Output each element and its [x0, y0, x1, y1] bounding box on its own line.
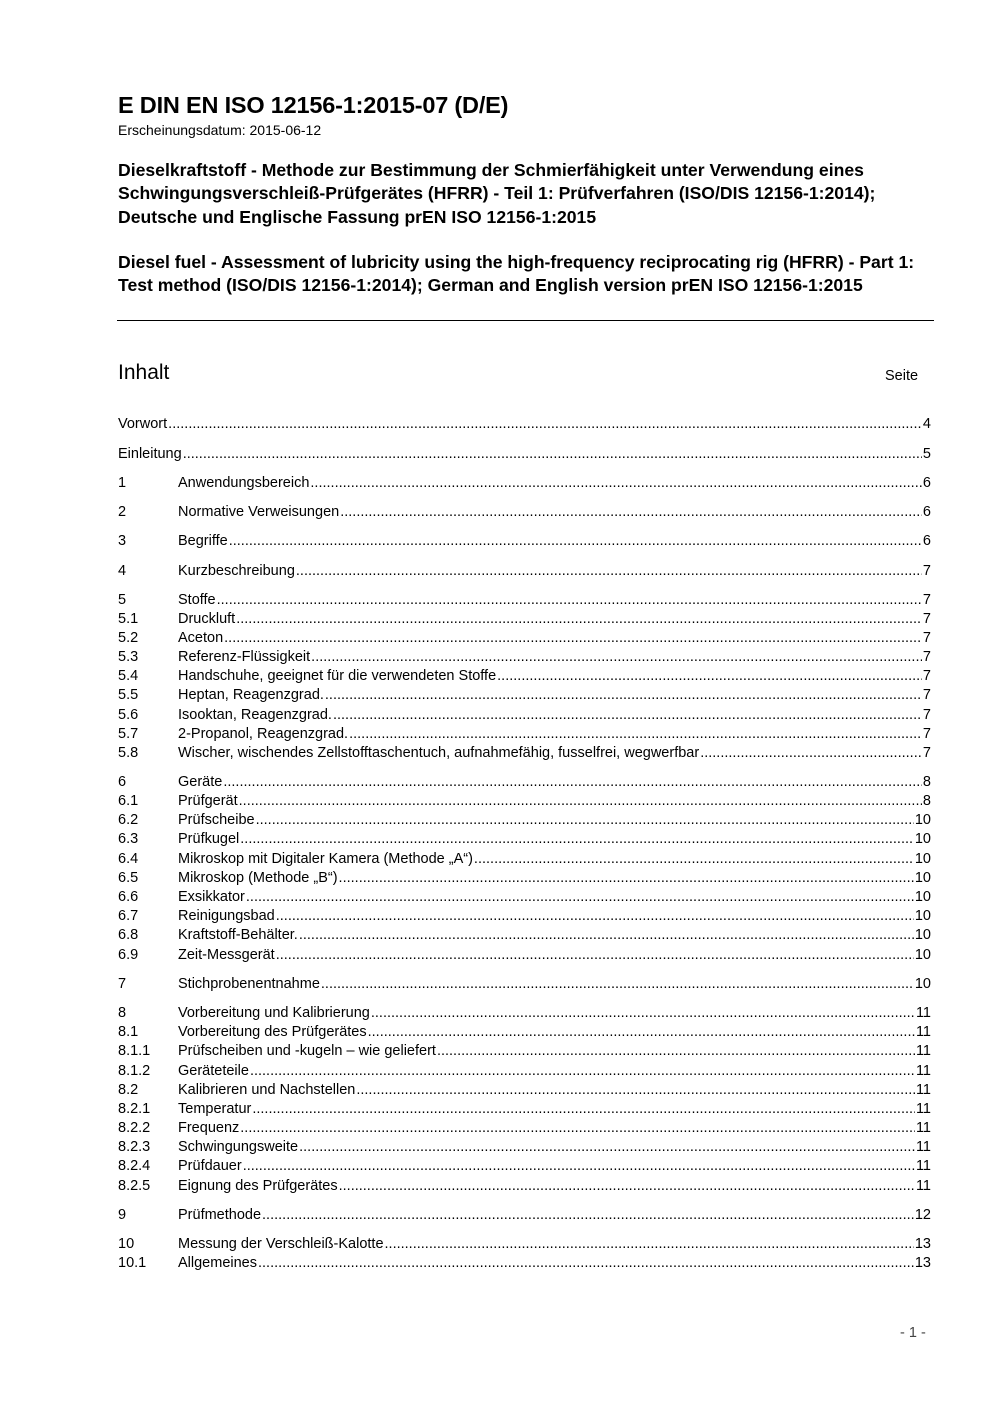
toc-entry[interactable]	[118, 946, 931, 965]
toc-entry-leader	[258, 1254, 914, 1273]
toc-entry-title: Prüfgerät	[178, 793, 238, 809]
toc-entry-title: Zeit-Messgerät	[178, 947, 275, 963]
toc-entry-page: 10	[914, 889, 931, 905]
toc-entry-number: 8.2.5	[118, 1178, 151, 1194]
toc-entry-title: Begriffe	[178, 533, 228, 549]
toc-entry-title: Einleitung	[118, 446, 182, 462]
toc-entry-page: 10	[914, 976, 931, 992]
toc-entry[interactable]	[118, 1206, 931, 1225]
toc-entry-number: 5.1	[118, 611, 139, 627]
toc-entry-page: 11	[915, 1024, 931, 1040]
toc-entry[interactable]	[118, 1254, 931, 1273]
toc-entry[interactable]	[118, 869, 931, 888]
toc-entry[interactable]	[118, 773, 931, 792]
toc-entry[interactable]	[118, 503, 931, 522]
toc-entry-leader	[310, 474, 922, 493]
toc-entry-title: Prüfscheiben und -kugeln – wie geliefert	[178, 1043, 436, 1059]
toc-entry-title: Geräte	[178, 774, 223, 790]
toc-entry[interactable]	[118, 1062, 931, 1081]
toc-entry-title: Normative Verweisungen	[178, 504, 340, 520]
toc-entry[interactable]	[118, 415, 931, 434]
toc-entry-page: 7	[922, 745, 931, 761]
toc-entry-title: Referenz-Flüssigkeit	[178, 649, 311, 665]
toc-entry-page: 11	[915, 1158, 931, 1174]
toc-entry-leader	[224, 629, 922, 648]
toc-entry-leader	[340, 503, 922, 522]
toc-entry-number: 8.2	[118, 1082, 139, 1098]
toc-entry[interactable]	[118, 907, 931, 926]
toc-entry[interactable]	[118, 532, 931, 551]
toc-entry-page: 6	[922, 504, 931, 520]
toc-entry-title: Prüfmethode	[178, 1207, 262, 1223]
toc-entry-number: 5.4	[118, 668, 139, 684]
toc-entry-title: Druckluft	[178, 611, 236, 627]
toc-entry-page: 11	[915, 1005, 931, 1021]
toc-entry-leader	[223, 773, 922, 792]
toc-entry-number: 6.1	[118, 793, 139, 809]
toc-entry-page: 6	[922, 533, 931, 549]
toc-entry-leader	[339, 1177, 915, 1196]
toc-entry-leader	[474, 850, 914, 869]
toc-entry-page: 10	[914, 851, 931, 867]
toc-entry-number: 6.6	[118, 889, 139, 905]
toc-entry-leader	[183, 445, 922, 464]
toc-entry-leader	[296, 562, 922, 581]
title-german: Dieselkraftstoff - Methode zur Bestimmung der Schmierfähigkeit unter Verwendung eines Schwingungsverschleiß-Prüfgerätes (HFRR) - Teil 1: Prüfverfahren (ISO/DIS 12156-1:2014); Deutsche und Englische Fassung prEN ISO 12156-1:2015	[118, 160, 876, 227]
toc-entry[interactable]	[118, 686, 931, 705]
toc-entry[interactable]	[118, 792, 931, 811]
toc-entry-leader	[262, 1206, 914, 1225]
toc-entry-page: 10	[914, 908, 931, 924]
toc-entry-leader	[240, 830, 914, 849]
toc-entry-leader	[243, 1157, 915, 1176]
toc-entry-title: Reinigungsbad	[178, 908, 275, 924]
toc-entry-number: 5.3	[118, 649, 139, 665]
toc-entry-title: Geräteteile	[178, 1063, 249, 1079]
toc-entry[interactable]	[118, 926, 931, 945]
toc-entry-number: 5.8	[118, 745, 139, 761]
toc-entry-page: 10	[914, 870, 931, 886]
header-divider	[117, 320, 934, 321]
toc-entry-title: Stoffe	[178, 592, 216, 608]
toc-entry-number: 8.2.1	[118, 1101, 151, 1117]
toc-entry-page: 4	[922, 416, 931, 432]
document-id: E DIN EN ISO 12156-1:2015-07 (D/E)	[118, 92, 509, 118]
toc-entry-title: Vorbereitung und Kalibrierung	[178, 1005, 370, 1021]
page-number: - 1 -	[900, 1325, 926, 1341]
toc-entry[interactable]	[118, 1119, 931, 1138]
toc-entry-title: Exsikkator	[178, 889, 245, 905]
toc-entry[interactable]	[118, 1042, 931, 1061]
toc-entry-leader	[339, 869, 914, 888]
toc-entry-number: 8.1.2	[118, 1063, 151, 1079]
toc-entry[interactable]	[118, 1081, 931, 1100]
toc-entry-leader	[217, 591, 922, 610]
toc-entry-title: Allgemeines	[178, 1255, 257, 1271]
toc-entry[interactable]	[118, 744, 931, 763]
toc-entry-title: Prüfscheibe	[178, 812, 255, 828]
toc-entry[interactable]	[118, 888, 931, 907]
toc-entry-number: 5	[118, 592, 127, 608]
toc-entry-leader	[299, 1138, 915, 1157]
toc-entry[interactable]	[118, 1100, 931, 1119]
toc-entry-page: 12	[914, 1207, 931, 1223]
toc-entry-number: 5.6	[118, 707, 139, 723]
toc-entry-number: 1	[118, 475, 127, 491]
toc-entry-page: 7	[922, 649, 931, 665]
toc-entry-page: 11	[915, 1139, 931, 1155]
toc-entry-page: 11	[915, 1101, 931, 1117]
toc-entry-page: 7	[922, 726, 931, 742]
toc-entry[interactable]	[118, 562, 931, 581]
toc-entry-title: Mikroskop (Methode „B“)	[178, 870, 338, 886]
toc-entry-title: Heptan, Reagenzgrad.	[178, 687, 324, 703]
toc-entry[interactable]	[118, 725, 931, 744]
toc-entry-page: 13	[914, 1236, 931, 1252]
toc-entry[interactable]	[118, 445, 931, 464]
toc-entry-number: 5.7	[118, 726, 139, 742]
toc-entry[interactable]	[118, 610, 931, 629]
toc-entry-number: 6.9	[118, 947, 139, 963]
toc-entry-title: Aceton	[178, 630, 224, 646]
toc-entry-number: 6.2	[118, 812, 139, 828]
toc-entry[interactable]	[118, 1023, 931, 1042]
toc-entry-leader	[256, 811, 914, 830]
toc-entry-leader	[497, 667, 922, 686]
toc-entry-page: 8	[922, 774, 931, 790]
toc-entry-title: Kurzbeschreibung	[178, 563, 295, 579]
toc-entry-title: Isooktan, Reagenzgrad.	[178, 707, 332, 723]
toc-entry-leader	[368, 1023, 915, 1042]
toc-entry-page: 10	[914, 812, 931, 828]
toc-entry-number: 5.5	[118, 687, 139, 703]
toc-entry-title: Anwendungsbereich	[178, 475, 310, 491]
toc-entry-page: 11	[915, 1178, 931, 1194]
toc-entry[interactable]	[118, 830, 931, 849]
toc-entry-leader	[229, 532, 922, 551]
toc-entry-page: 11	[915, 1063, 931, 1079]
toc-entry-title: Eignung des Prüfgerätes	[178, 1178, 338, 1194]
toc-entry-page: 7	[922, 630, 931, 646]
toc-entry-page: 11	[915, 1043, 931, 1059]
toc-entry[interactable]	[118, 1138, 931, 1157]
toc-entry-leader	[356, 1081, 915, 1100]
toc-entry-number: 6.5	[118, 870, 139, 886]
toc-entry-leader	[250, 1062, 915, 1081]
toc-entry-page: 13	[914, 1255, 931, 1271]
toc-entry-leader	[239, 792, 922, 811]
toc-entry-page: 11	[915, 1120, 931, 1136]
toc-entry-page: 10	[914, 927, 931, 943]
toc-entry-number: 9	[118, 1207, 127, 1223]
toc-entry-title: Kalibrieren und Nachstellen	[178, 1082, 356, 1098]
toc-entry-page: 7	[922, 668, 931, 684]
toc-entry-title: Prüfdauer	[178, 1158, 242, 1174]
toc-entry-page: 6	[922, 475, 931, 491]
toc-entry-page: 5	[922, 446, 931, 462]
toc-entry-title: Vorwort	[118, 416, 168, 432]
toc-heading: Inhalt	[118, 361, 170, 384]
toc-entry-number: 8.2.4	[118, 1158, 151, 1174]
toc-entry-number: 8.2.2	[118, 1120, 151, 1136]
toc-entry-title: Messung der Verschleiß-Kalotte	[178, 1236, 384, 1252]
toc-entry-page: 7	[922, 592, 931, 608]
toc-entry-number: 10.1	[118, 1255, 147, 1271]
toc-entry-leader	[349, 725, 922, 744]
toc-entry-number: 6.3	[118, 831, 139, 847]
toc-entry-number: 6	[118, 774, 127, 790]
toc-entry-page: 7	[922, 611, 931, 627]
toc-entry[interactable]	[118, 1004, 931, 1023]
toc-entry-title: Wischer, wischendes Zellstofftaschentuch, aufnahmefähig, fusselfrei, wegwerfbar	[178, 745, 700, 761]
toc-entry-title: Kraftstoff-Behälter.	[178, 927, 298, 943]
toc-entry-page: 11	[915, 1082, 931, 1098]
toc-entry-leader	[371, 1004, 915, 1023]
toc-entry-leader	[333, 706, 922, 725]
toc-entry-leader	[236, 610, 922, 629]
toc-entry[interactable]	[118, 1177, 931, 1196]
toc-entry-number: 8.1	[118, 1024, 139, 1040]
toc-entry-title: 2-Propanol, Reagenzgrad.	[178, 726, 349, 742]
toc-entry-number: 6.4	[118, 851, 139, 867]
toc-entry-number: 2	[118, 504, 127, 520]
toc-entry-number: 6.8	[118, 927, 139, 943]
toc-entry[interactable]	[118, 850, 931, 869]
toc-entry-title: Stichprobenentnahme	[178, 976, 320, 992]
toc-entry-leader	[240, 1119, 915, 1138]
title-english: Diesel fuel - Assessment of lubricity using the high-frequency reciprocating rig (HFRR) - Part 1: Test method (ISO/DIS 12156-1:2014); German and English version prEN ISO 12156-1:2015	[118, 252, 915, 296]
toc-page-label: Seite	[885, 368, 919, 384]
toc-entry-page: 10	[914, 831, 931, 847]
toc-entry-leader	[700, 744, 922, 763]
toc-entry-leader	[168, 415, 922, 434]
toc-entry-leader	[311, 648, 922, 667]
toc-entry[interactable]	[118, 591, 931, 610]
toc-entry[interactable]	[118, 706, 931, 725]
toc-entry-title: Prüfkugel	[178, 831, 240, 847]
toc-entry-page: 10	[914, 947, 931, 963]
toc-entry[interactable]	[118, 975, 931, 994]
toc-entry-number: 7	[118, 976, 127, 992]
toc-entry[interactable]	[118, 474, 931, 493]
toc-entry[interactable]	[118, 1157, 931, 1176]
toc-entry-leader	[276, 946, 914, 965]
toc-entry-title: Frequenz	[178, 1120, 240, 1136]
toc-entry-number: 10	[118, 1236, 135, 1252]
toc-entry-title: Schwingungsweite	[178, 1139, 299, 1155]
toc-entry-leader	[437, 1042, 915, 1061]
toc-entry-number: 8.2.3	[118, 1139, 151, 1155]
toc-entry-title: Handschuhe, geeignet für die verwendeten Stoffe	[178, 668, 497, 684]
toc-entry-title: Mikroskop mit Digitaler Kamera (Methode „A“)	[178, 851, 473, 867]
toc-entry-number: 5.2	[118, 630, 139, 646]
toc-entry-leader	[321, 975, 914, 994]
toc-entry-number: 6.7	[118, 908, 139, 924]
toc-entry-page: 7	[922, 707, 931, 723]
toc-entry-leader	[299, 926, 914, 945]
publication-date: Erscheinungsdatum: 2015-06-12	[118, 122, 322, 138]
toc-entry-page: 8	[922, 793, 931, 809]
toc-entry-number: 4	[118, 563, 127, 579]
toc-entry-number: 8.1.1	[118, 1043, 151, 1059]
toc-entry[interactable]	[118, 667, 931, 686]
toc-entry-leader	[276, 907, 914, 926]
toc-entry-leader	[325, 686, 922, 705]
toc-entry-leader	[385, 1235, 914, 1254]
toc-entry-number: 3	[118, 533, 127, 549]
toc-entry[interactable]	[118, 811, 931, 830]
toc-entry[interactable]	[118, 648, 931, 667]
toc-entry-title: Vorbereitung des Prüfgerätes	[178, 1024, 367, 1040]
toc-entry[interactable]	[118, 1235, 931, 1254]
toc-entry-title: Temperatur	[178, 1101, 252, 1117]
toc-entry-leader	[246, 888, 914, 907]
toc-entry-page: 7	[922, 563, 931, 579]
toc-entry-page: 7	[922, 687, 931, 703]
toc-entry[interactable]	[118, 629, 931, 648]
toc-entry-number: 8	[118, 1005, 127, 1021]
toc-entry-leader	[252, 1100, 915, 1119]
